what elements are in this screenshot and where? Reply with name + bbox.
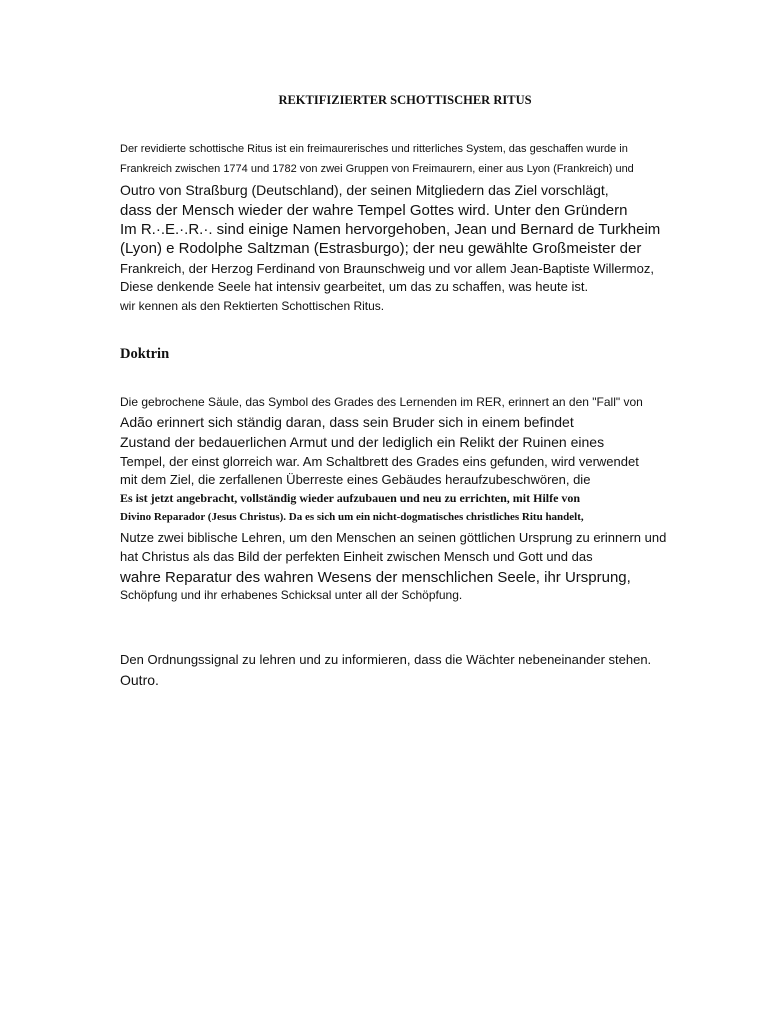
doctrine-line: Es ist jetzt angebracht, vollständig wieder aufzubauen und neu zu errichten, mit Hilfe von — [120, 491, 581, 505]
intro-line: Im R.·.E.·.R.·. sind einige Namen hervorgehoben, Jean und Bernard de Turkheim — [120, 221, 661, 238]
intro-line: (Lyon) e Rodolphe Saltzman (Estrasburgo); der neu gewählte Großmeister der — [120, 240, 642, 257]
doctrine-line: Divino Reparador (Jesus Christus). Da es sich um ein nicht-dogmatisches christliches Ritu handelt, — [120, 511, 584, 523]
document-title: REKTIFIZIERTER SCHOTTISCHER RITUS — [278, 93, 532, 107]
intro-line: dass der Mensch wieder der wahre Tempel Gottes wird. Unter den Gründern — [120, 202, 628, 219]
intro-line: wir kennen als den Rektierten Schottischen Ritus. — [120, 299, 385, 313]
doctrine-line: Zustand der bedauerlichen Armut und der lediglich ein Relikt der Ruinen eines — [120, 434, 605, 450]
doctrine-line: hat Christus als das Bild der perfekten Einheit zwischen Mensch und Gott und das — [120, 549, 593, 564]
doctrine-line: mit dem Ziel, die zerfallenen Überreste eines Gebäudes heraufzubeschwören, die — [120, 472, 591, 487]
doctrine-line: Die gebrochene Säule, das Symbol des Grades des Lernenden im RER, erinnert an den "Fall" von — [120, 395, 643, 409]
closing-line: Outro. — [120, 672, 159, 688]
intro-line: Der revidierte schottische Ritus ist ein freimaurerisches und ritterliches System, das geschaffen wurde in — [120, 143, 628, 155]
doctrine-line: Nutze zwei biblische Lehren, um den Menschen an seinen göttlichen Ursprung zu erinnern und — [120, 530, 667, 545]
intro-line: Frankreich, der Herzog Ferdinand von Braunschweig und vor allem Jean-Baptiste Willermoz, — [120, 261, 654, 276]
doctrine-line: Tempel, der einst glorreich war. Am Schaltbrett des Grades eins gefunden, wird verwendet — [120, 454, 639, 469]
closing-line: Den Ordnungssignal zu lehren und zu informieren, dass die Wächter nebeneinander stehen. — [120, 652, 652, 667]
doctrine-line: Adão erinnert sich ständig daran, dass sein Bruder sich in einem befindet — [120, 414, 574, 430]
intro-line: Outro von Straßburg (Deutschland), der seinen Mitgliedern das Ziel vorschlägt, — [120, 182, 609, 198]
doctrine-line: Schöpfung und ihr erhabenes Schicksal unter all der Schöpfung. — [120, 588, 463, 602]
intro-line: Diese denkende Seele hat intensiv gearbeitet, um das zu schaffen, was heute ist. — [120, 279, 589, 294]
intro-line: Frankreich zwischen 1774 und 1782 von zwei Gruppen von Freimaurern, einer aus Lyon (Frankreich) und — [120, 163, 634, 175]
doctrine-line: wahre Reparatur des wahren Wesens der menschlichen Seele, ihr Ursprung, — [120, 569, 631, 586]
section-heading-doktrin: Doktrin — [120, 346, 170, 362]
